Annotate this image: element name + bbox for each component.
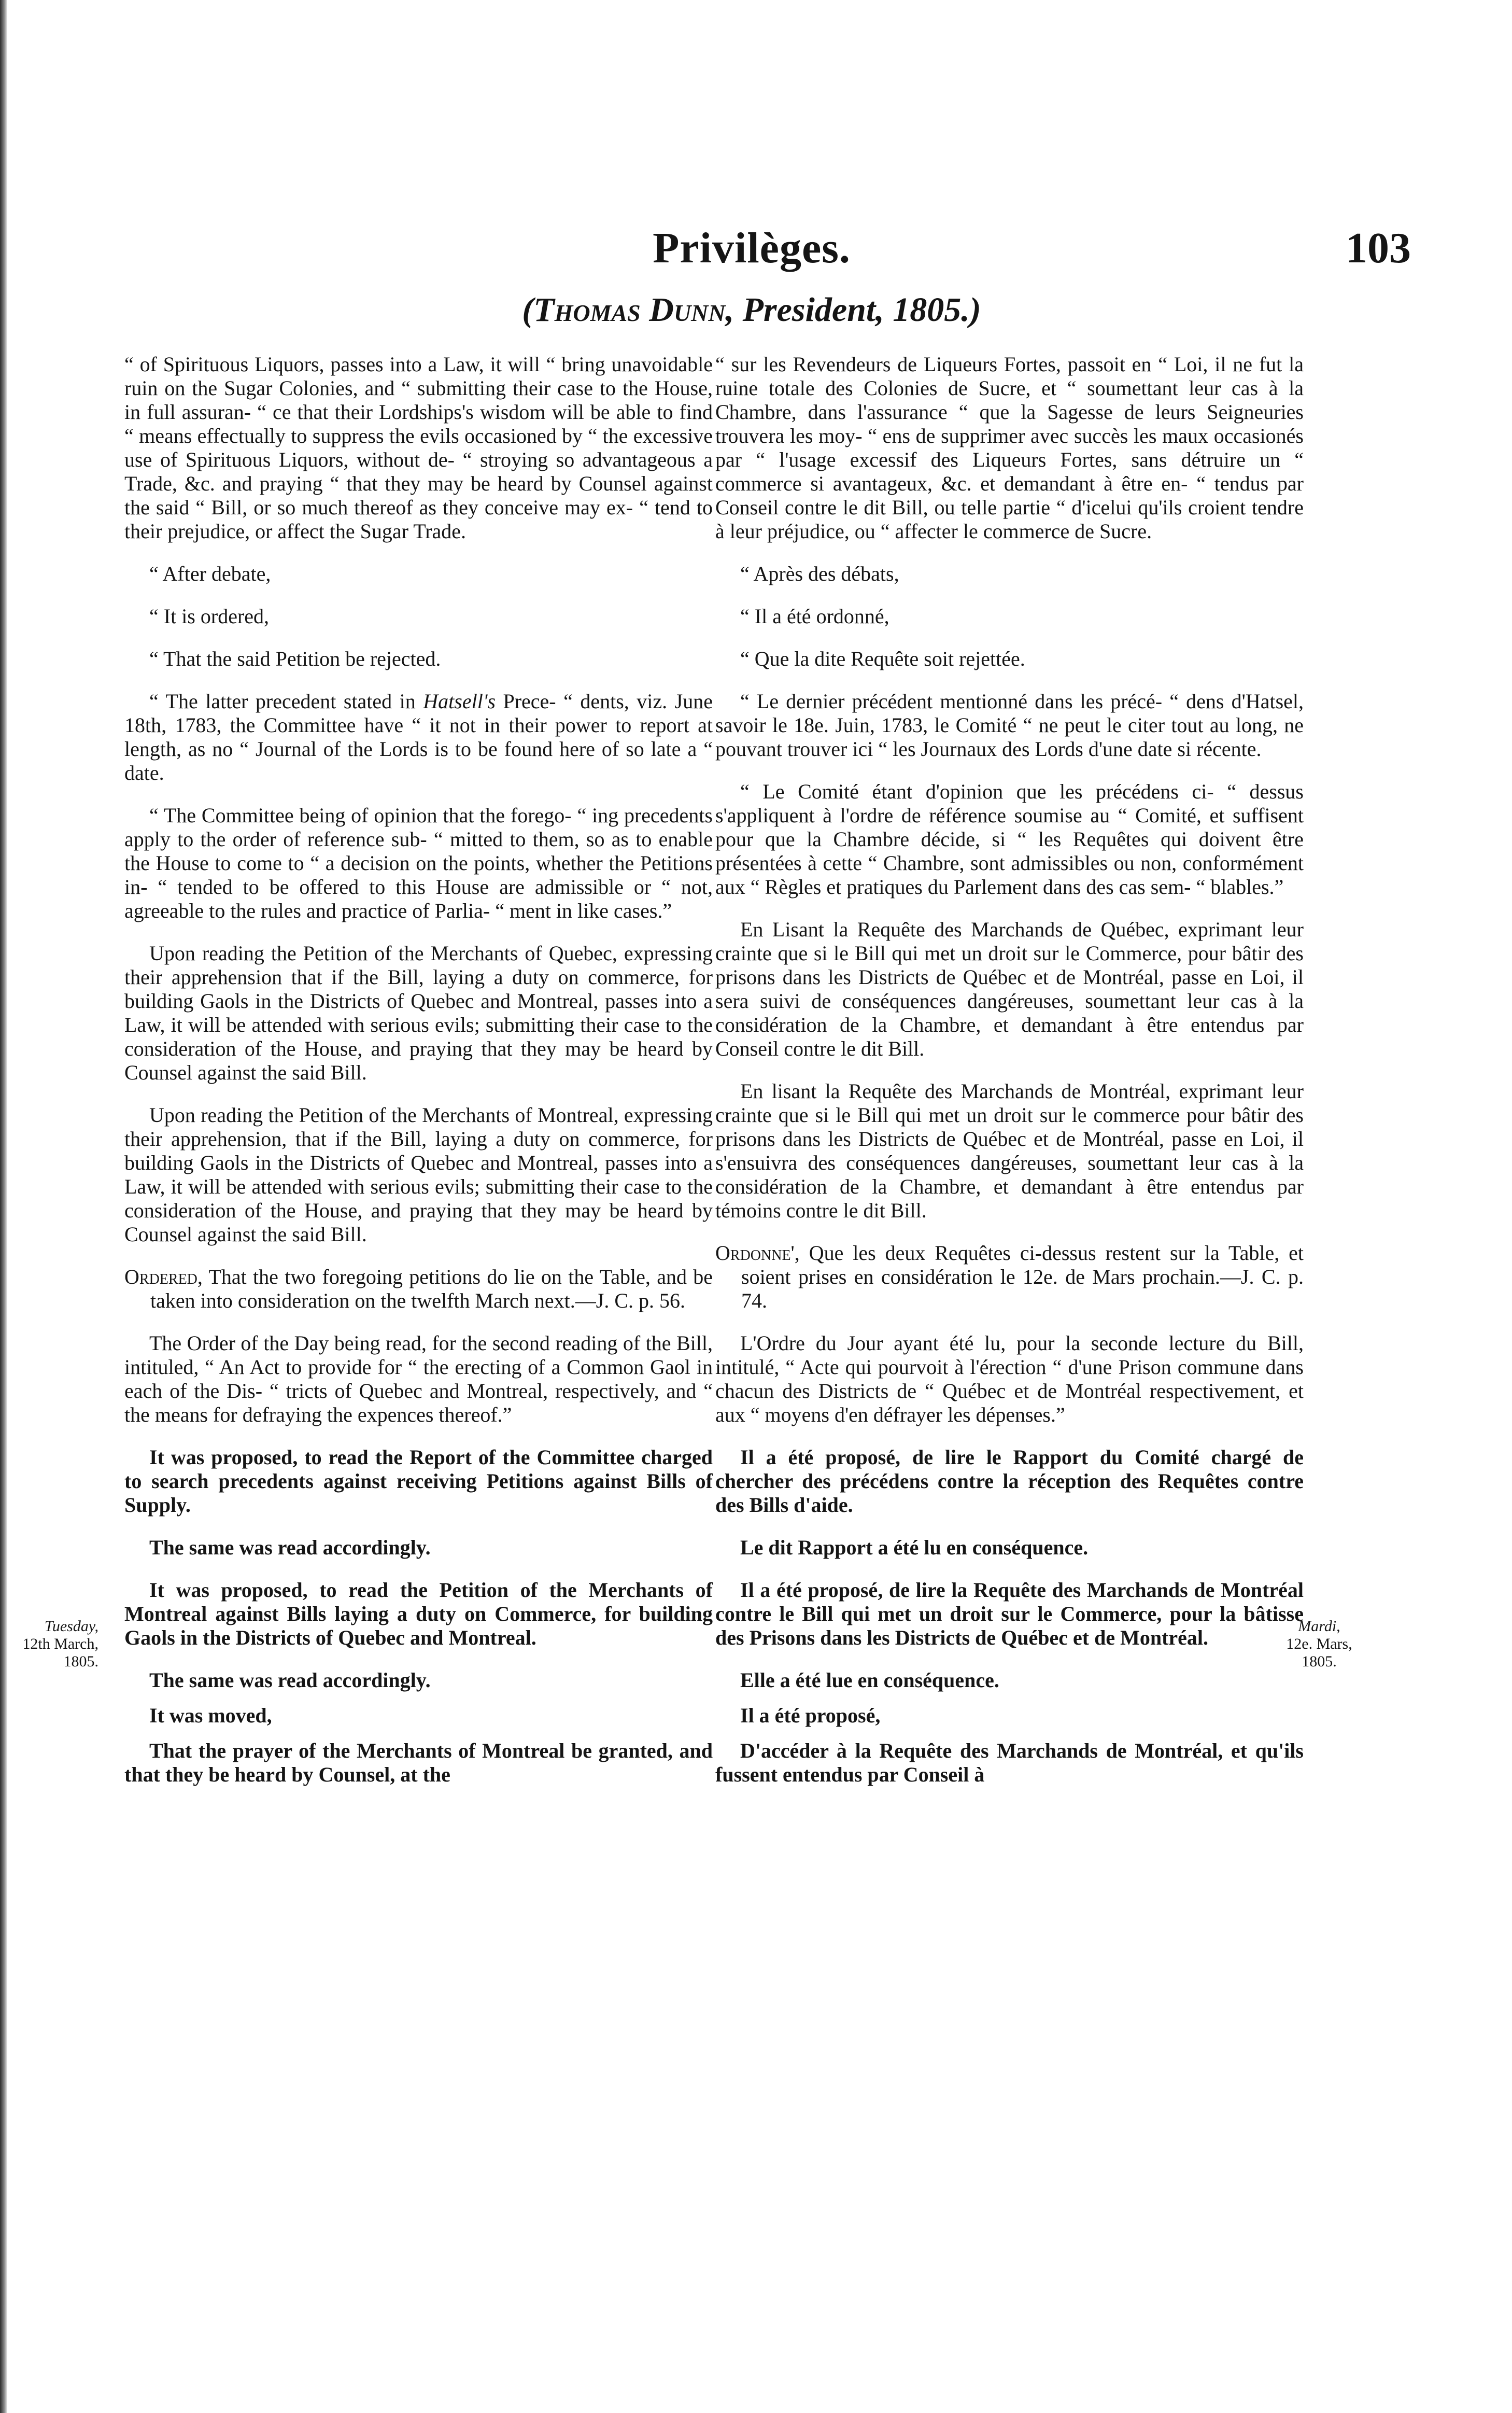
- paragraph-order-of-day: The Order of the Day being read, for the second reading of the Bill, intituled, “ An Act to provide for “ the erecting of a Common Gaol in each of the Dis- “ tricts of Quebec and Montreal, respectively, and “ the means for defraying the expences thereof.”: [124, 1331, 713, 1426]
- president-name: Thomas Dunn,: [533, 291, 734, 329]
- page-number: 103: [1346, 224, 1411, 272]
- presidency-year: 1805.: [893, 291, 970, 329]
- paragraph-report-proposed: It was proposed, to read the Report of the Committee charged to search precedents against receiving Petitions against Bills of Supply.: [124, 1446, 713, 1517]
- margin-note-date-english: [21, 1618, 98, 1671]
- paragraph-petition-read: The same was read accordingly.: [149, 1668, 431, 1692]
- margin-note-line: 1805.: [1302, 1653, 1337, 1670]
- paragraph-montreal-petition: Upon reading the Petition of the Merchants of Montreal, expressing their apprehension, that if the Bill, laying a duty on commerce, for building Gaols in the Districts of Quebec and Montreal, passes into a Law, it will be attended with serious evils; submitting their case to the consideration of the House, and praying that they may be heard by Counsel against the said Bill.: [124, 1103, 713, 1246]
- president-title: President,: [742, 291, 884, 329]
- paragraph-it-is-ordered: “ Il a été ordonné,: [740, 605, 889, 628]
- paragraph-hatsell-precedent: “ The latter precedent stated in Hatsell's Prece- “ dents, viz. June 18th, 1783, the Committee have “ it not in their power to report at length, as no “ Journal of the Lords is to be found here of so late a “ date.: [124, 690, 713, 784]
- paragraph-hatsell-precedent: “ Le dernier précédent mentionné dans les précé- “ dens d'Hatsel, savoir le 18e. Juin, 1783, le Comité “ ne peut le citer tout au long, ne pouvant trouver ici “ les Journaux des Lords d'une date si récente.: [715, 690, 1304, 761]
- paragraph-petition-conclusion: “ sur les Revendeurs de Liqueurs Fortes, passoit en “ Loi, il ne fut la ruine totale des Colonies de Sucre, et “ soumettant leur cas à la Chambre, dans l'assurance “ que la Sagesse de leurs Seigneuries trouvera les moy- “ ens de supprimer avec succès les maux occasionés par “ l'usage excessif des Liqueurs Fortes, sans détruire un “ commerce si avantageux, &c. et demandant à être en- “ tendus par Conseil contre le dit Bill, ou telle partie “ d'icelui qu'ils croient tendre à leur préjudice, ou “ affecter le commerce de Sucre.: [715, 353, 1304, 543]
- paragraph-ordered: Ordered, That the two foregoing petitions do lie on the Table, and be taken into consideration on the twelfth March next.—J. C. p. 56.: [124, 1265, 713, 1312]
- paragraph-petition-conclusion: “ of Spirituous Liquors, passes into a Law, it will “ bring unavoidable ruin on the Sugar Colonies, and “ submitting their case to the House, in full assuran- “ ce that their Lordships's wisdom will be able to find “ means effectually to suppress the evils occasioned by “ the excessive use of Spirituous Liquors, without de- “ stroying so advantageous a Trade, &c. and praying “ that they may be heard by Counsel against the said “ Bill, or so much thereof as they conceive may ex- “ tend to their prejudice, or affect the Sugar Trade.: [124, 353, 713, 543]
- paragraph-it-is-ordered: “ It is ordered,: [149, 605, 270, 628]
- presidency-heading: (Thomas Dunn, President, 1805.): [522, 291, 981, 329]
- paragraph-report-read: Le dit Rapport a été lu en conséquence.: [740, 1536, 1089, 1559]
- paragraph-it-was-moved: It was moved,: [149, 1704, 272, 1727]
- paragraph-petition-read: Elle a été lue en conséquence.: [740, 1668, 999, 1692]
- paragraph-report-proposed: Il a été proposé, de lire le Rapport du Comité chargé de chercher des précédens contre la réception des Requêtes contre des Bills d'aide.: [715, 1446, 1304, 1517]
- paragraph-ordered: Ordonne', Que les deux Requêtes ci-dessus restent sur la Table, et soient prises en considération le 12e. de Mars prochain.—J. C. p. 74.: [715, 1241, 1304, 1312]
- ordered-label: Ordered,: [124, 1265, 203, 1288]
- paragraph-report-read: The same was read accordingly.: [149, 1536, 431, 1559]
- paragraph-quebec-petition: Upon reading the Petition of the Merchants of Quebec, expressing their apprehension that if the Bill, laying a duty on commerce, for building Gaols in the Districts of Quebec and Montreal, passes into a Law, it will be attended with serious evils; submitting their case to the consideration of the House, and praying that they may be heard by Counsel against the said Bill.: [124, 942, 713, 1084]
- margin-note-line: Mardi,: [1298, 1618, 1340, 1635]
- paragraph-order-of-day: L'Ordre du Jour ayant été lu, pour la seconde lecture du Bill, intitulé, “ Acte qui pourvoit à l'érection “ d'une Prison commune dans chacun des Districts de “ Québec et de Montréal respectivement, et aux “ moyens d'en défrayer les dépenses.”: [715, 1331, 1304, 1426]
- english-column: [124, 353, 713, 1787]
- paragraph-after-debate: “ Après des débats,: [740, 562, 899, 585]
- paragraph-quebec-petition: En Lisant la Requête des Marchands de Québec, exprimant leur crainte que si le Bill qui met un droit sur le Commerce, pour bâtir des prisons dans les Districts de Québec et de Montréal, passe en Loi, il sera suivi de conséquences dangéreuses, soumettant leur cas à la considération de la Chambre, et demandant à être entendus par Conseil contre le dit Bill.: [715, 918, 1304, 1060]
- book-spine-edge: [0, 0, 7, 2413]
- french-column: [715, 353, 1304, 1787]
- margin-note-line: Tuesday,: [44, 1618, 98, 1635]
- paragraph-prayer-granted: That the prayer of the Merchants of Montreal be granted, and that they be heard by Counsel, at the: [124, 1739, 713, 1786]
- hatsell-name: Hatsell's: [423, 690, 496, 713]
- margin-note-line: 12th March,: [22, 1635, 98, 1652]
- paragraph-after-debate: “ After debate,: [149, 562, 271, 585]
- margin-note-line: 12e. Mars,: [1286, 1635, 1352, 1652]
- paragraph-petition-proposed: It was proposed, to read the Petition of the Merchants of Montreal against Bills laying a duty on Commerce, for building Gaols in the Districts of Quebec and Montreal.: [124, 1578, 713, 1649]
- running-title: Privilèges.: [653, 224, 851, 272]
- paragraph-it-was-moved: Il a été proposé,: [740, 1704, 881, 1727]
- paragraph-petition-proposed: Il a été proposé, de lire la Requête des Marchands de Montréal contre le Bill qui met un droit sur le Commerce, pour la bâtisse des Prisons dans les Districts de Québec et de Montréal.: [715, 1578, 1304, 1649]
- paragraph-committee-opinion: “ The Committee being of opinion that the forego- “ ing precedents apply to the order of reference sub- “ mitted to them, so as to enable the House to come to “ a decision on the points, whether the Petitions in- “ tended to be offered to this House are admissible or “ not, agreeable to the rules and practice of Parlia- “ ment in like cases.”: [124, 804, 713, 922]
- paragraph-prayer-granted: D'accéder à la Requête des Marchands de Montréal, et qu'ils fussent entendus par Conseil à: [715, 1739, 1304, 1786]
- paragraph-petition-rejected: “ Que la dite Requête soit rejettée.: [740, 647, 1025, 670]
- paragraph-petition-rejected: “ That the said Petition be rejected.: [149, 647, 441, 670]
- ordered-label: Ordonne',: [715, 1241, 800, 1265]
- paragraph-montreal-petition: En lisant la Requête des Marchands de Montréal, exprimant leur crainte que si le Bill qui met un droit sur le commerce pour bâtir des prisons dans les Districts de Québec et de Montréal, passe en Loi, il s'ensuivra des conséquences dangéreuses, soumettant leur cas à la considération de la Chambre, et demandant à être entendus par témoins contre le dit Bill.: [715, 1079, 1304, 1222]
- margin-note-line: 1805.: [63, 1653, 98, 1670]
- paragraph-committee-opinion: “ Le Comité étant d'opinion que les précédens ci- “ dessus s'appliquent à l'ordre de référence soumise au “ Comité, et suffisent pour que la Chambre décide, si “ les Requêtes qui doivent être présentées à cette “ Chambre, sont admissibles ou non, conformément aux “ Règles et pratiques du Parlement dans des cas sem- “ blables.”: [715, 780, 1304, 899]
